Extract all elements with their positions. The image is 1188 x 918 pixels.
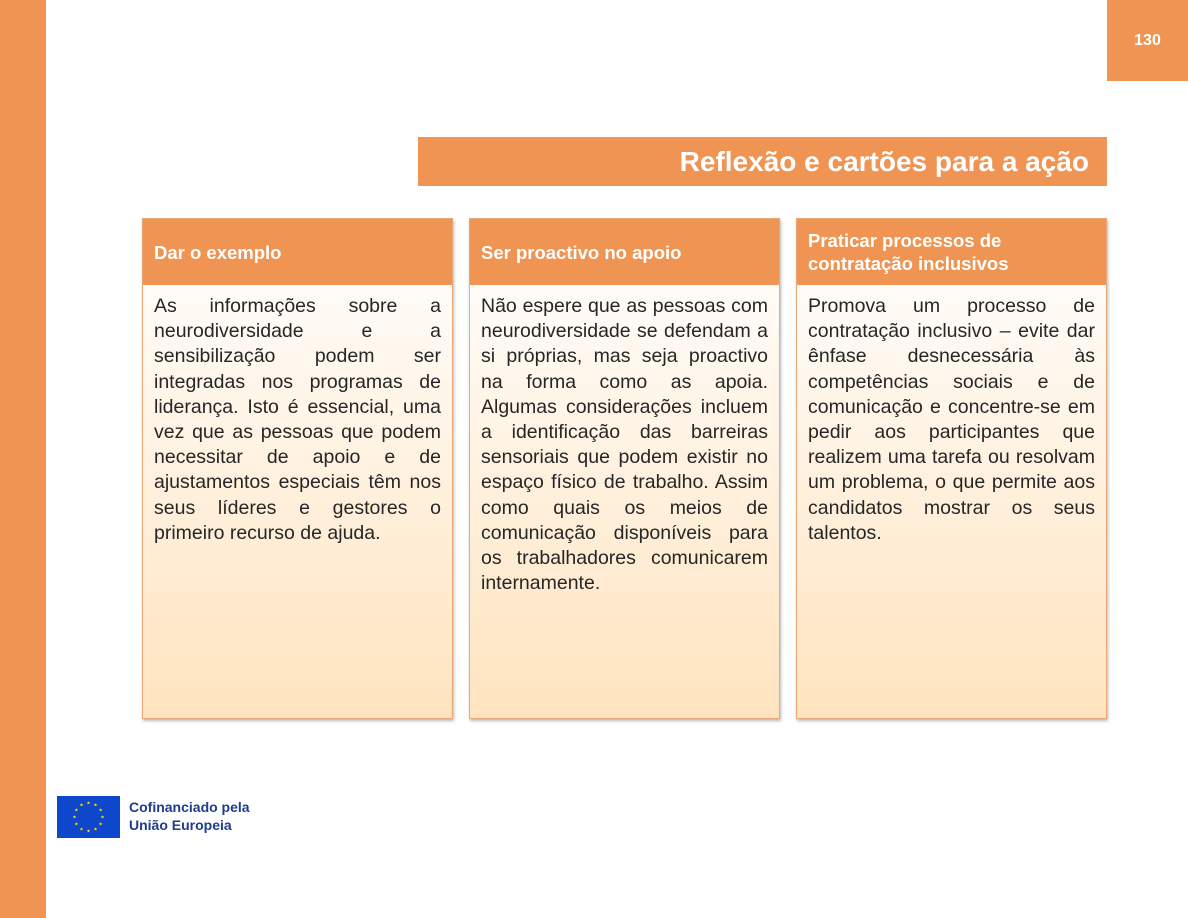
action-card [142,218,453,719]
card-body-text: Não espere que as pessoas com neurodiversidade se defendam a si próprias, mas seja proactivo na forma como as apoia. Algumas considerações incluem a identificação das barreiras sensoriais que podem existir no espaço físico de trabalho. Assim como quais os meios de comunicação disponíveis para os trabalhadores comunicarem internamente. [481,295,768,595]
card-body-text: Promova um processo de contratação inclusivo – evite dar ênfase desnecessária às competências sociais e de comunicação e concentre-se em pedir aos participantes que realizem uma tarefa ou resolvam um problema, o que permite aos candidatos mostrar os seus talentos. [808,295,1095,544]
title-banner [418,137,1107,186]
page-number-box [1107,0,1188,81]
page-title: Reflexão e cartões para a ação [679,145,1089,177]
card-heading: Praticar processos de contratação inclusivos [797,219,1106,285]
funding-line-2: União Europeia [129,817,232,833]
card-heading: Ser proactivo no apoio [470,219,779,285]
eu-flag-icon [57,796,120,838]
funding-line-1: Cofinanciado pela [129,799,250,815]
card-heading: Dar o exemplo [143,219,452,285]
card-body-text: As informações sobre a neurodiversidade e a sensibilização podem ser integradas nos programas de liderança. Isto é essencial, uma vez que as pessoas que podem necessitar de apoio e de ajustamentos especiais têm nos seus líderes e gestores o primeiro recurso de ajuda. [154,295,441,544]
left-accent-bar [0,0,46,918]
action-card [469,218,780,719]
page-number: 130 [1134,31,1161,49]
action-card [796,218,1107,719]
eu-funding-text [129,798,250,834]
